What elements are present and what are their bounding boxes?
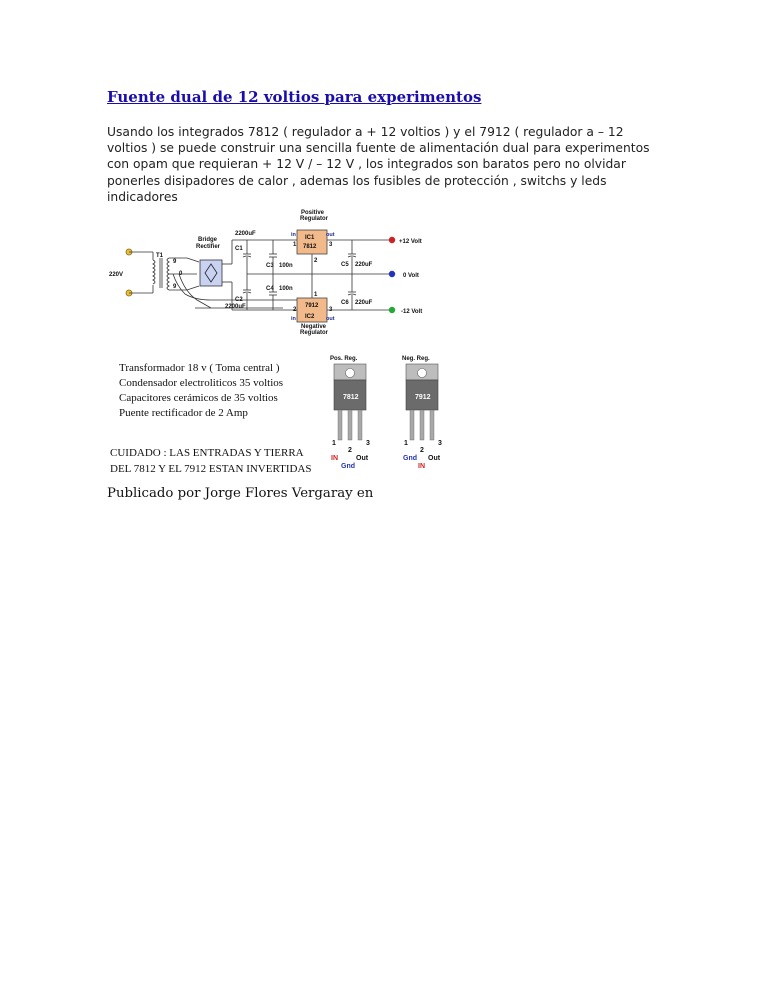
ic2-pin-in: in [291,316,296,322]
parts-line-4: Puente rectificador de 2 Amp [119,407,248,419]
ic1-name: IC1 [305,235,315,241]
tap-bot-label: 9 [173,284,177,290]
ic1-pin-out: out [326,232,335,238]
ic1-pin-2: 2 [314,258,318,264]
parts-line-2: Condensador electroliticos 35 voltios [119,377,284,389]
ic1-box [297,230,327,254]
out-pos-label: +12 Volt [399,239,422,245]
package-neg [402,356,442,470]
c2-label: C2 [235,297,243,303]
ic2-name: IC2 [305,314,315,320]
ic2-pin-out: out [326,316,335,322]
neg-num-2: 2 [420,447,424,454]
post-body: Usando los integrados 7812 ( regulador a + 12 voltios ) y el 7912 ( regulador a – 12 voltios ) se puede construir una sencilla fuente de alimentación dual para experimentos con opam que requieran + 12 V / – 12 V , los integrados son baratos pero no olvidar ponerles disipadores de calor , ademas los fusibles de protección , switchs y leds indicadores [107,125,650,204]
parts-line-3: Capacitores cerámicos de 35 voltios [119,392,278,404]
pos-pin-out: Out [356,455,369,462]
pos-pin-gnd: Gnd [341,463,355,470]
ic1-caption-2: Regulator [300,216,329,222]
warning-line-1: CUIDADO : LAS ENTRADAS Y TIERRA [110,447,304,459]
c1-value: 2200uF [235,231,256,237]
input-voltage-label: 220V [109,272,124,278]
pos-reg-title: Pos. Reg. [330,356,358,362]
neg-num-3: 3 [438,440,442,447]
tap-top-label: 9 [173,259,177,265]
ic2-pin-1: 1 [314,292,318,298]
neg-pin-out: Out [428,455,441,462]
c6-label: C6 [341,300,349,306]
c5-value: 220uF [355,262,373,268]
transformer-label: T1 [156,253,164,259]
ic1-pin-1: 1 [293,242,297,248]
schematic [126,240,392,310]
c5-label: C5 [341,262,349,268]
ic2-caption-1: Negative [301,324,327,330]
neg-reg-title: Neg. Reg. [402,356,430,362]
neg-num-1: 1 [404,440,408,447]
c4-value: 100n [279,286,293,292]
pos-num-3: 3 [366,440,370,447]
neg-package-part: 7912 [415,394,431,401]
warning-line-2: DEL 7812 Y EL 7912 ESTAN INVERTIDAS [110,463,312,475]
tap-mid-label: 0 [179,271,183,277]
c2-value: 2200uF [225,304,246,310]
ic1-part: 7812 [303,244,317,250]
c4-label: C4 [266,286,274,292]
circuit-figure [107,208,452,480]
out-zero-terminal [389,271,395,277]
post-footer: Publicado por Jorge Flores Vergaray en [107,486,374,501]
bridge-label-1: Bridge [198,237,218,243]
parts-list [110,362,312,475]
c1-label: C1 [235,246,243,252]
package-pos [330,356,370,470]
ic1-pin-in: in [291,232,296,238]
ic2-pin-3: 3 [329,307,333,313]
out-zero-label: 0 Volt [403,273,419,279]
neg-pin-gnd: Gnd [403,455,417,462]
out-pos-terminal [389,237,395,243]
c6-value: 220uF [355,300,373,306]
bridge-label-2: Rectifier [196,244,221,250]
ic2-pin-2: 2 [293,307,297,313]
pos-pin-in: IN [331,455,338,462]
neg-pin-in: IN [418,463,425,470]
pos-num-1: 1 [332,440,336,447]
pos-num-2: 2 [348,447,352,454]
pos-package-part: 7812 [343,394,359,401]
out-neg-terminal [389,307,395,313]
parts-line-1: Transformador 18 v ( Toma central ) [119,362,280,374]
ic1-pin-3: 3 [329,242,333,248]
ic1-caption-1: Positive [301,210,325,216]
ic2-caption-2: Regulator [300,330,329,336]
c3-value: 100n [279,263,293,269]
ic2-part: 7912 [305,303,319,309]
post-title-link[interactable]: Fuente dual de 12 voltios para experimentos [107,88,482,106]
out-neg-label: -12 Volt [401,309,423,315]
c3-label: C3 [266,263,274,269]
